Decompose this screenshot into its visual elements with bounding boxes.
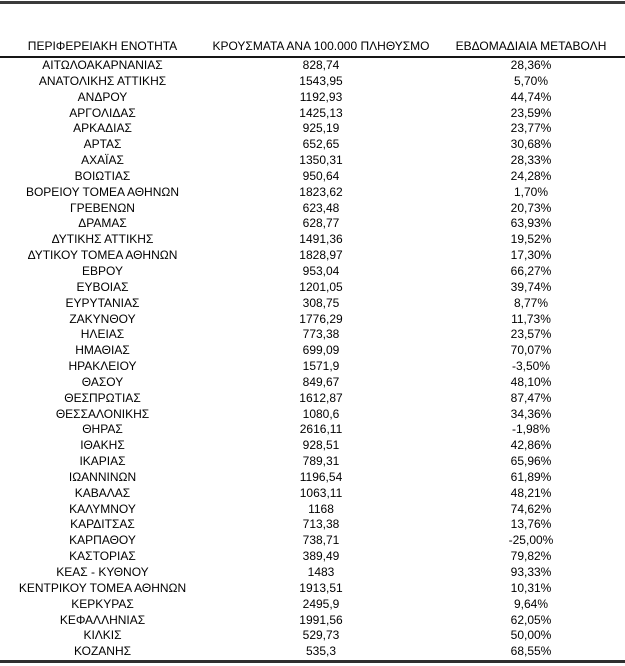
cases-per-100k-cell: 950,64	[302, 168, 340, 183]
region-cell: ΙΩΑΝΝΙΝΩΝ	[68, 469, 137, 484]
cases-per-100k-cell: 925,19	[302, 121, 340, 136]
region-cell: ΑΝΔΡΟΥ	[77, 89, 128, 104]
region-cell: ΑΡΚΑΔΙΑΣ	[73, 121, 132, 136]
region-cell: ΘΑΣΟΥ	[81, 374, 124, 389]
cases-per-100k-cell: 1425,13	[299, 105, 343, 120]
table-row	[0, 359, 625, 375]
cases-per-100k-cell: 1828,97	[299, 248, 343, 263]
cases-per-100k-cell: 1350,31	[299, 153, 343, 168]
region-cell: ΓΡΕΒΕΝΩΝ	[70, 200, 135, 215]
region-cell: ΚΑΡΔΙΤΣΑΣ	[70, 517, 135, 532]
cases-per-100k-cell: 2495,9	[302, 596, 340, 611]
cases-per-100k-cell: 1201,05	[299, 279, 343, 294]
weekly-change-cell: 20,73%	[510, 200, 552, 215]
table-row	[0, 201, 625, 217]
cases-per-100k-cell: 623,48	[302, 200, 340, 215]
weekly-change-cell: 39,74%	[510, 279, 552, 294]
table-row	[0, 407, 625, 423]
region-cell: ΑΡΤΑΣ	[83, 137, 122, 152]
weekly-change-cell: 48,21%	[510, 485, 552, 500]
table-row	[0, 153, 625, 169]
table-row	[0, 391, 625, 407]
weekly-change-cell: 65,96%	[510, 454, 552, 469]
cases-per-100k-cell: 1192,93	[299, 89, 343, 104]
cases-per-100k-cell: 1543,95	[299, 73, 343, 88]
weekly-change-cell: 9,64%	[513, 596, 549, 611]
table-row	[0, 628, 625, 644]
region-cell: ΚΟΖΑΝΗΣ	[73, 644, 132, 659]
table-row	[0, 375, 625, 391]
weekly-change-cell: 23,77%	[510, 121, 552, 136]
weekly-change-cell: 28,33%	[510, 153, 552, 168]
region-cell: ΙΘΑΚΗΣ	[80, 438, 125, 453]
table-row	[0, 533, 625, 549]
table-row	[0, 137, 625, 153]
region-cell: ΒΟΡΕΙΟΥ ΤΟΜΕΑ ΑΘΗΝΩΝ	[25, 184, 180, 199]
table-row	[0, 327, 625, 343]
cases-per-100k-cell: 953,04	[302, 263, 340, 278]
table-row	[0, 581, 625, 597]
table-row	[0, 312, 625, 328]
table-row	[0, 549, 625, 565]
region-cell: ΑΡΓΟΛΙΔΑΣ	[69, 105, 136, 120]
table-body	[0, 57, 625, 660]
region-cell: ΘΗΡΑΣ	[82, 422, 123, 437]
table-row	[0, 169, 625, 185]
region-cell: ΚΑΛΥΜΝΟΥ	[69, 501, 136, 516]
region-cell: ΗΜΑΘΙΑΣ	[75, 343, 130, 358]
table-row	[0, 106, 625, 122]
weekly-change-cell: 10,31%	[510, 580, 552, 595]
weekly-change-cell: 19,52%	[510, 232, 552, 247]
column-header-weekly-change: ΕΒΔΟΜΑΔΙΑΙΑ ΜΕΤΑΒΟΛΗ	[437, 4, 625, 57]
cases-per-100k-cell: 1168	[308, 501, 334, 516]
region-cell: ΚΑΣΤΟΡΙΑΣ	[69, 549, 136, 564]
weekly-change-cell: 24,28%	[510, 168, 552, 183]
region-cell: ΒΟΙΩΤΙΑΣ	[74, 168, 131, 183]
region-cell: ΑΝΑΤΟΛΙΚΗΣ ΑΤΤΙΚΗΣ	[38, 73, 167, 88]
weekly-change-cell: 23,57%	[510, 327, 552, 342]
cases-per-100k-cell: 928,51	[302, 438, 340, 453]
weekly-change-cell: -25,00%	[508, 533, 554, 548]
weekly-change-cell: 30,68%	[510, 137, 552, 152]
region-cell: ΑΙΤΩΛΟΑΚΑΡΝΑΝΙΑΣ	[42, 58, 163, 72]
weekly-change-cell: 34,36%	[510, 406, 552, 421]
regional-cases-table	[0, 4, 625, 660]
weekly-change-cell: 13,76%	[510, 517, 552, 532]
weekly-change-cell: 23,59%	[510, 105, 552, 120]
cases-per-100k-cell: 1823,62	[299, 184, 343, 199]
weekly-change-cell: -1,98%	[511, 422, 551, 437]
cases-per-100k-cell: 2616,11	[299, 422, 343, 437]
table-row	[0, 280, 625, 296]
cases-per-100k-cell: 1196,54	[299, 469, 343, 484]
column-header-cases-per-100k: ΚΡΟΥΣΜΑΤΑ ΑΝΑ 100.000 ΠΛΗΘΥΣΜΟ	[205, 4, 437, 57]
region-cell: ΚΑΒΑΛΑΣ	[74, 485, 131, 500]
weekly-change-cell: -3,50%	[511, 359, 551, 374]
region-cell: ΕΒΡΟΥ	[82, 263, 123, 278]
cases-per-100k-cell: 652,65	[302, 137, 340, 152]
cases-per-100k-cell: 789,31	[302, 454, 340, 469]
bottom-rule	[0, 660, 625, 663]
cases-per-100k-cell: 628,77	[302, 216, 340, 231]
weekly-change-cell: 5,70%	[513, 73, 549, 88]
region-cell: ΘΕΣΣΑΛΟΝΙΚΗΣ	[55, 406, 150, 421]
cases-per-100k-cell: 1483	[307, 565, 335, 579]
weekly-change-cell: 70,07%	[510, 343, 552, 358]
table-row	[0, 597, 625, 613]
weekly-change-cell: 63,93%	[510, 216, 552, 231]
table-row	[0, 613, 625, 629]
weekly-change-cell: 50,00%	[510, 628, 552, 643]
cases-per-100k-cell: 1913,51	[299, 580, 343, 595]
cases-per-100k-cell: 738,71	[302, 533, 340, 548]
weekly-change-cell: 8,77%	[513, 295, 549, 310]
weekly-change-cell: 93,33%	[510, 565, 552, 579]
table-row	[0, 454, 625, 470]
cases-per-100k-cell: 308,75	[302, 295, 340, 310]
cases-per-100k-cell: 1612,87	[299, 390, 343, 405]
region-cell: ΖΑΚΥΝΘΟΥ	[69, 311, 136, 326]
region-cell: ΙΚΑΡΙΑΣ	[79, 454, 126, 469]
table-row	[0, 121, 625, 137]
header-row	[0, 4, 625, 57]
table-row	[0, 486, 625, 502]
cases-per-100k-cell: 773,38	[302, 327, 340, 342]
cases-per-100k-cell: 1491,36	[299, 232, 343, 247]
region-cell: ΚΕΑΣ - ΚΥΘΝΟΥ	[56, 565, 149, 579]
table-row	[0, 216, 625, 232]
table-row	[0, 185, 625, 201]
cases-per-100k-cell: 1571,9	[302, 359, 340, 374]
table-row	[0, 565, 625, 581]
weekly-change-cell: 87,47%	[510, 390, 552, 405]
table-row	[0, 57, 625, 74]
table-row	[0, 74, 625, 90]
region-cell: ΘΕΣΠΡΩΤΙΑΣ	[64, 390, 141, 405]
cases-per-100k-cell: 535,3	[305, 644, 337, 659]
cases-per-100k-cell: 1080,6	[302, 406, 340, 421]
region-cell: ΔΥΤΙΚΗΣ ΑΤΤΙΚΗΣ	[51, 232, 154, 247]
cases-per-100k-cell: 849,67	[302, 374, 340, 389]
weekly-change-cell: 1,70%	[513, 184, 549, 199]
table-row	[0, 90, 625, 106]
region-cell: ΗΡΑΚΛΕΙΟΥ	[68, 359, 137, 374]
weekly-change-cell: 79,82%	[510, 549, 552, 564]
table-row	[0, 296, 625, 312]
region-cell: ΔΡΑΜΑΣ	[78, 216, 127, 231]
table-row	[0, 470, 625, 486]
table-row	[0, 438, 625, 454]
table-row	[0, 264, 625, 280]
region-cell: ΚΕΡΚΥΡΑΣ	[71, 596, 134, 611]
cases-per-100k-cell: 529,73	[302, 628, 340, 643]
weekly-change-cell: 48,10%	[510, 374, 552, 389]
cases-per-100k-cell: 1776,29	[299, 311, 343, 326]
region-cell: ΚΕΦΑΛΛΗΝΙΑΣ	[59, 612, 146, 627]
cases-per-100k-cell: 389,49	[302, 549, 340, 564]
cases-per-100k-cell: 1991,56	[299, 612, 343, 627]
region-cell: ΗΛΕΙΑΣ	[80, 327, 125, 342]
region-cell: ΚΑΡΠΑΘΟΥ	[69, 533, 136, 548]
table-row	[0, 248, 625, 264]
table-row	[0, 644, 625, 660]
table-row	[0, 422, 625, 438]
weekly-change-cell: 66,27%	[510, 263, 552, 278]
weekly-change-cell: 42,86%	[510, 438, 552, 453]
region-cell: ΕΥΒΟΙΑΣ	[76, 279, 129, 294]
cases-per-100k-cell: 713,38	[302, 517, 340, 532]
cases-per-100k-cell: 699,09	[302, 343, 340, 358]
weekly-change-cell: 11,73%	[511, 311, 551, 326]
column-header-region: ΠΕΡΙΦΕΡΕΙΑΚΗ ΕΝΟΤΗΤΑ	[0, 4, 205, 57]
weekly-change-cell: 74,62%	[510, 501, 552, 516]
weekly-change-cell: 28,36%	[510, 58, 552, 72]
weekly-change-cell: 68,55%	[510, 644, 552, 659]
region-cell: ΕΥΡΥΤΑΝΙΑΣ	[65, 295, 140, 310]
weekly-change-cell: 44,74%	[510, 89, 552, 104]
weekly-change-cell: 17,30%	[510, 248, 552, 263]
table-row	[0, 502, 625, 518]
cases-per-100k-cell: 1063,11	[299, 485, 343, 500]
table-row	[0, 517, 625, 533]
table-row	[0, 343, 625, 359]
region-cell: ΔΥΤΙΚΟΥ ΤΟΜΕΑ ΑΘΗΝΩΝ	[27, 248, 178, 263]
region-cell: ΑΧΑΪΑΣ	[81, 153, 124, 168]
table-row	[0, 232, 625, 248]
region-cell: ΚΕΝΤΡΙΚΟΥ ΤΟΜΕΑ ΑΘΗΝΩΝ	[18, 580, 187, 595]
weekly-change-cell: 62,05%	[510, 612, 552, 627]
region-cell: ΚΙΛΚΙΣ	[83, 628, 122, 643]
cases-per-100k-cell: 828,74	[302, 58, 340, 72]
weekly-change-cell: 61,89%	[510, 469, 552, 484]
